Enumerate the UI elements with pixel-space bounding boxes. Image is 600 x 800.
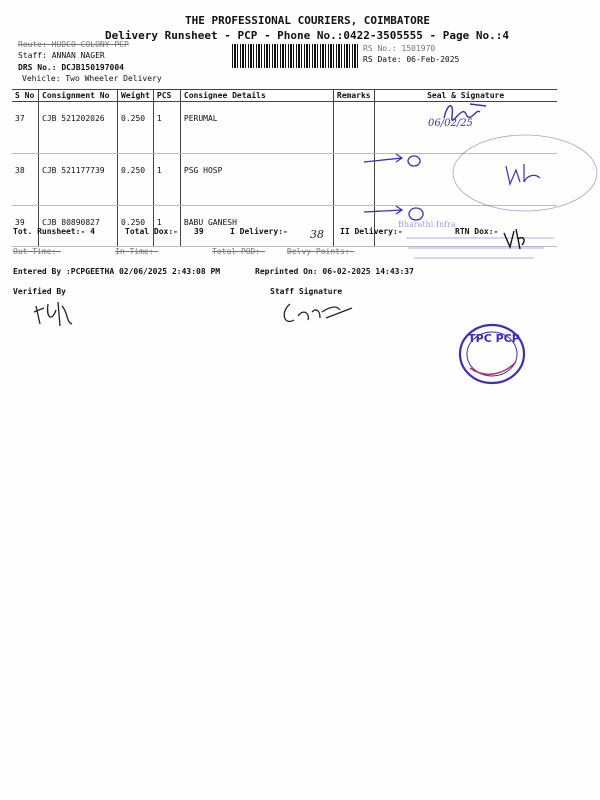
cell-pcs: 1 <box>153 102 180 154</box>
staff-label: Staff: ANNAN NAGER <box>18 51 105 60</box>
stamp-faint-lines <box>404 230 564 270</box>
staff-signature-label: Staff Signature <box>270 287 343 296</box>
cell-sno: 38 <box>12 154 39 206</box>
total-dox-label: Total Dox:- <box>125 227 178 236</box>
cell-sno: 39 <box>12 206 39 247</box>
cell-pcs: 1 <box>153 206 180 247</box>
col-consignee: Consignee Details <box>180 90 333 102</box>
delivery-points-label: Delvy Points:- <box>287 247 355 256</box>
cell-consignment: CJB 521177739 <box>39 154 118 206</box>
barcode <box>232 44 358 68</box>
reprinted-on: Reprinted On: 06-02-2025 14:43:37 <box>255 267 414 276</box>
col-sno: S No <box>12 90 39 102</box>
cell-consignment: CJB 80890827 <box>39 206 118 247</box>
stamp-faint-text: Bharathi Infra <box>398 220 456 229</box>
tot-runsheet: Tot. Runsheet:- 4 <box>13 227 95 236</box>
arrow-mark-row39 <box>362 200 432 222</box>
col-remarks: Remarks <box>333 90 374 102</box>
vehicle-label: Vehicle: Two Wheeler Delivery <box>22 74 162 83</box>
total-pod-label: Total POD:- <box>212 247 265 256</box>
verified-by-label: Verified By <box>13 287 66 296</box>
rtn-signature <box>500 225 530 253</box>
handwritten-i-delivery: 38 <box>310 228 324 241</box>
cell-consignment: CJB 521202026 <box>39 102 118 154</box>
col-weight: Weight <box>118 90 154 102</box>
col-seal-signature: Seal & Signature <box>374 90 557 102</box>
cell-sno: 37 <box>12 102 39 154</box>
rtn-dox-label: RTN Dox:- <box>455 227 499 236</box>
signature-row38 <box>502 160 552 190</box>
cell-weight: 0.250 <box>118 102 154 154</box>
handwritten-date: 06/02/25 <box>428 118 473 129</box>
drs-number: DRS No.: DCJB150197004 <box>18 63 124 72</box>
cell-pcs: 1 <box>153 154 180 206</box>
runsheet-subtitle: Delivery Runsheet - PCP - Phone No.:0422-3505555 - Page No.:4 <box>105 29 509 42</box>
col-consignment: Consignment No <box>39 90 118 102</box>
rs-number: RS No.: 1501970 <box>363 44 436 53</box>
col-pcs: PCS <box>153 90 180 102</box>
cell-weight: 0.250 <box>118 206 154 247</box>
stamp-text: TPC PCP <box>468 332 520 345</box>
cell-consignee: PSG HOSP <box>180 154 333 206</box>
cell-remarks <box>333 102 374 154</box>
signature-row37 <box>440 100 500 124</box>
ii-delivery-label: II Delivery:- <box>340 227 403 236</box>
in-time-label: In Time:- <box>115 247 159 256</box>
entered-by: Entered By :PCPGEETHA 02/06/2025 2:43:08 PM <box>13 267 221 276</box>
company-title: THE PROFESSIONAL COURIERS, COIMBATORE <box>185 14 431 27</box>
staff-signature-scribble <box>280 298 360 332</box>
rs-date: RS Date: 06-Feb-2025 <box>363 55 460 64</box>
route-label: Route: HUDCO COLONY PCP <box>18 40 129 49</box>
cell-weight: 0.250 <box>118 154 154 206</box>
arrow-mark-row38 <box>362 148 432 170</box>
total-dox-value: 39 <box>194 227 204 236</box>
verified-signature <box>30 298 90 332</box>
cell-consignee: BABU GANESH <box>180 206 333 247</box>
out-time-label: Out Time:- <box>13 247 62 256</box>
cell-consignee: PERUMAL <box>180 102 333 154</box>
i-delivery-label: I Delivery:- <box>230 227 288 236</box>
